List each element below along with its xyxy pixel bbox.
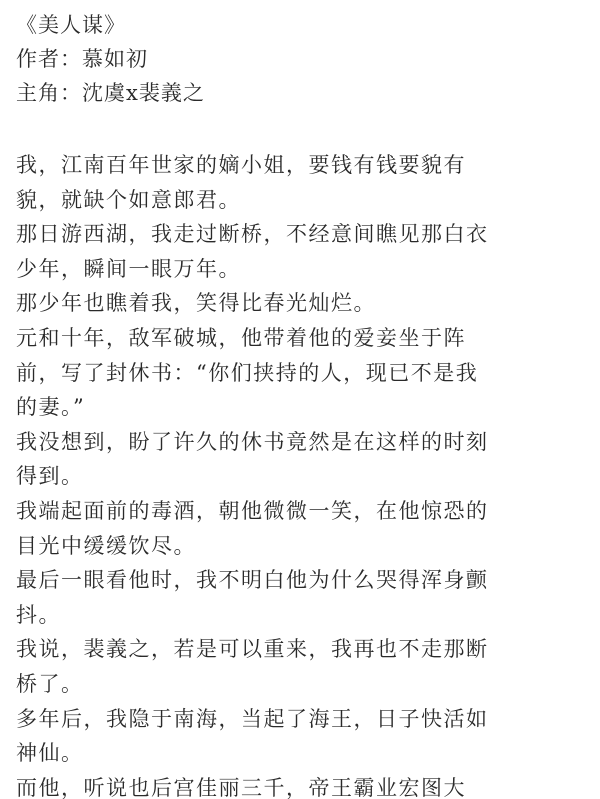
story-body — [16, 148, 588, 799]
text-line: 多年后，我隐于南海，当起了海王，日子快活如 — [16, 706, 489, 731]
author-line: 作者：慕如初 — [16, 47, 148, 71]
text-line: 我说，裴義之，若是可以重来，我再也不走那断 — [16, 637, 489, 662]
text-line: 我，江南百年世家的嫡小姐，要钱有钱要貌有 — [16, 153, 466, 177]
text-line: 元和十年，敌军破城，他带着他的爱妾坐于阵 — [16, 325, 466, 350]
text-line: 我端起面前的毒酒，朝他微微一笑，在他惊恐的 — [16, 498, 489, 523]
book-header — [16, 8, 586, 110]
paragraph — [16, 286, 588, 321]
paragraph — [16, 702, 588, 771]
text-line: 而他，听说也后宫佳丽三千，帝王霸业宏图大 — [16, 775, 466, 799]
lead-characters-line: 主角：沈虞x裴義之 — [16, 81, 205, 105]
text-line: 前，写了封休书：“你们挟持的人，现已不是我 — [16, 360, 479, 385]
text-line: 那日游西湖，我走过断桥，不经意间瞧见那白衣 — [16, 222, 489, 247]
text-line: 得到。 — [16, 464, 84, 489]
text-line: 神仙。 — [16, 741, 84, 766]
text-line: 少年，瞬间一眼万年。 — [16, 256, 241, 281]
text-line: 貌，就缺个如意郎君。 — [16, 187, 241, 212]
paragraph — [16, 771, 588, 799]
paragraph — [16, 563, 588, 632]
paragraph — [16, 425, 588, 494]
paragraph — [16, 148, 588, 217]
text-line: 目光中缓缓饮尽。 — [16, 533, 196, 558]
paragraph — [16, 494, 588, 563]
text-line: 抖。 — [16, 602, 61, 627]
text-line: 桥了。 — [16, 671, 84, 696]
paragraph — [16, 321, 588, 425]
text-line: 那少年也瞧着我，笑得比春光灿烂。 — [16, 291, 376, 316]
text-line: 我没想到，盼了许久的休书竟然是在这样的时刻 — [16, 429, 489, 454]
book-title: 《美人谋》 — [16, 13, 126, 37]
text-line: 最后一眼看他时，我不明白他为什么哭得浑身颤 — [16, 568, 489, 593]
paragraph — [16, 632, 588, 701]
paragraph — [16, 217, 588, 286]
text-line: 的妻。” — [16, 395, 86, 420]
